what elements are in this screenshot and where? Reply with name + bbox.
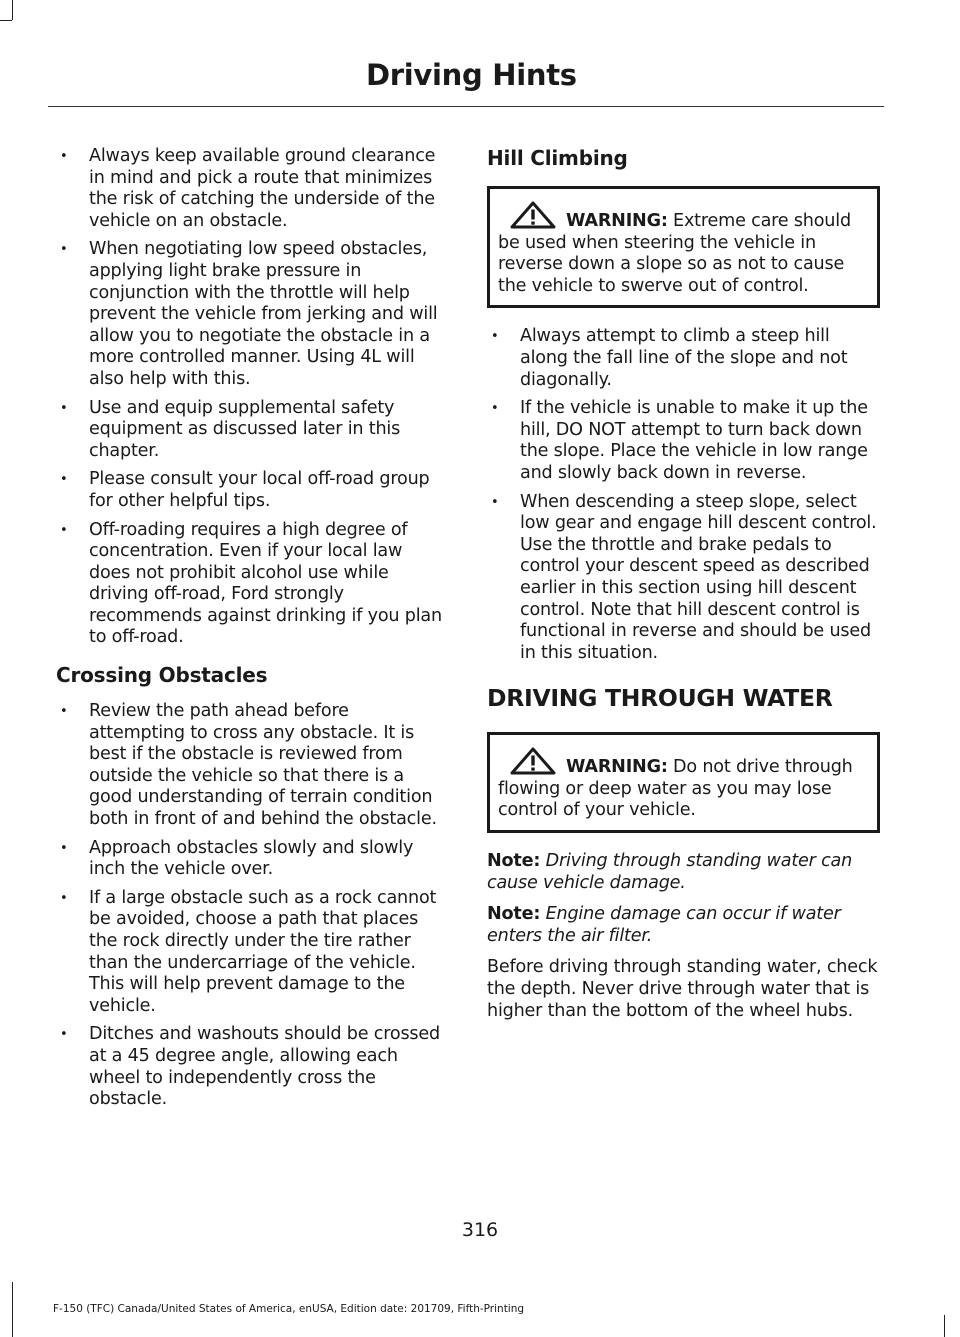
crop-mark xyxy=(12,0,13,20)
crop-mark xyxy=(944,1315,945,1337)
bullet-list xyxy=(487,326,880,664)
note-label: Note: xyxy=(487,851,541,872)
list-item: • When descending a steep slope, select low gear and engage hill descent control. Use the throttle and brake pedals to control your descent speed as described earlier in this section using hill descent control. Note that hill descent control is functional in reverse and should be used in this situation. xyxy=(487,492,880,665)
page-number: 316 xyxy=(461,1219,499,1241)
note xyxy=(487,851,880,894)
section-heading-hill-climbing: Hill Climbing xyxy=(487,146,628,170)
body-paragraph: Before driving through standing water, check the depth. Never drive through water that is higher than the bottom of the wheel hubs. xyxy=(487,957,878,1021)
list-item: • Use and equip supplemental safety equipment as discussed later in this chapter. xyxy=(56,398,448,463)
warning-text: Extreme care should be used when steering the vehicle in reverse down a slope so as not to cause the vehicle to swerve out of control. xyxy=(498,211,851,296)
right-column xyxy=(487,146,880,1032)
bullet-list xyxy=(56,146,448,649)
warning-label: WARNING: xyxy=(566,757,668,778)
note-text: Driving through standing water can cause vehicle damage. xyxy=(487,851,853,893)
crop-mark xyxy=(0,20,12,21)
section-heading-driving-through-water: DRIVING THROUGH WATER xyxy=(487,684,833,713)
list-item: • Ditches and washouts should be crossed at a 45 degree angle, allowing each wheel to independently cross the obstacle. xyxy=(56,1024,448,1110)
list-item: • If a large obstacle such as a rock cannot be avoided, choose a path that places the rock directly under the tire rather than the undercarriage of the vehicle. This will help prevent damage to the vehicle. xyxy=(56,888,448,1018)
warning-triangle-icon xyxy=(508,201,558,227)
list-item: • Approach obstacles slowly and slowly inch the vehicle over. xyxy=(56,838,448,881)
bullet-list xyxy=(56,701,448,1111)
header-divider xyxy=(48,106,884,107)
list-item: • Please consult your local off-road group for other helpful tips. xyxy=(56,469,448,512)
list-item: • Review the path ahead before attempting to cross any obstacle. It is best if the obstacle is reviewed from outside the vehicle so that there is a good understanding of terrain condition both in front of and behind the obstacle. xyxy=(56,701,448,831)
list-item: • If the vehicle is unable to make it up the hill, DO NOT attempt to turn back down the slope. Place the vehicle in low range and slowly back down in reverse. xyxy=(487,398,880,484)
footer-edition-info: F-150 (TFC) Canada/United States of America, enUSA, Edition date: 201709, Fifth-Printing xyxy=(53,1303,525,1315)
page-title: Driving Hints xyxy=(366,58,577,92)
warning-label: WARNING: xyxy=(566,211,668,231)
section-heading-crossing-obstacles: Crossing Obstacles xyxy=(56,663,268,688)
warning-box xyxy=(487,732,880,833)
left-column xyxy=(56,146,448,1118)
crop-mark xyxy=(12,1282,13,1337)
list-item: • Off-roading requires a high degree of concentration. Even if your local law does not prohibit alcohol use while driving off-road, Ford strongly recommends against drinking if you plan to off-road. xyxy=(56,520,448,650)
list-item: • When negotiating low speed obstacles, applying light brake pressure in conjunction with the throttle will help prevent the vehicle from jerking and will allow you to negotiate the obstacle in a more controlled manner. Using 4L will also help with this. xyxy=(56,239,448,390)
list-item: • Always attempt to climb a steep hill along the fall line of the slope and not diagonally. xyxy=(487,326,880,391)
note-label: Note: xyxy=(487,904,541,925)
note-text: Engine damage can occur if water enters the air filter. xyxy=(487,904,841,946)
warning-box xyxy=(487,186,880,308)
list-item: • Always keep available ground clearance in mind and pick a route that minimizes the risk of catching the underside of the vehicle on an obstacle. xyxy=(56,146,448,232)
warning-text: Do not drive through flowing or deep water as you may lose control of your vehicle. xyxy=(498,757,853,821)
note xyxy=(487,904,880,947)
warning-triangle-icon xyxy=(508,747,558,773)
